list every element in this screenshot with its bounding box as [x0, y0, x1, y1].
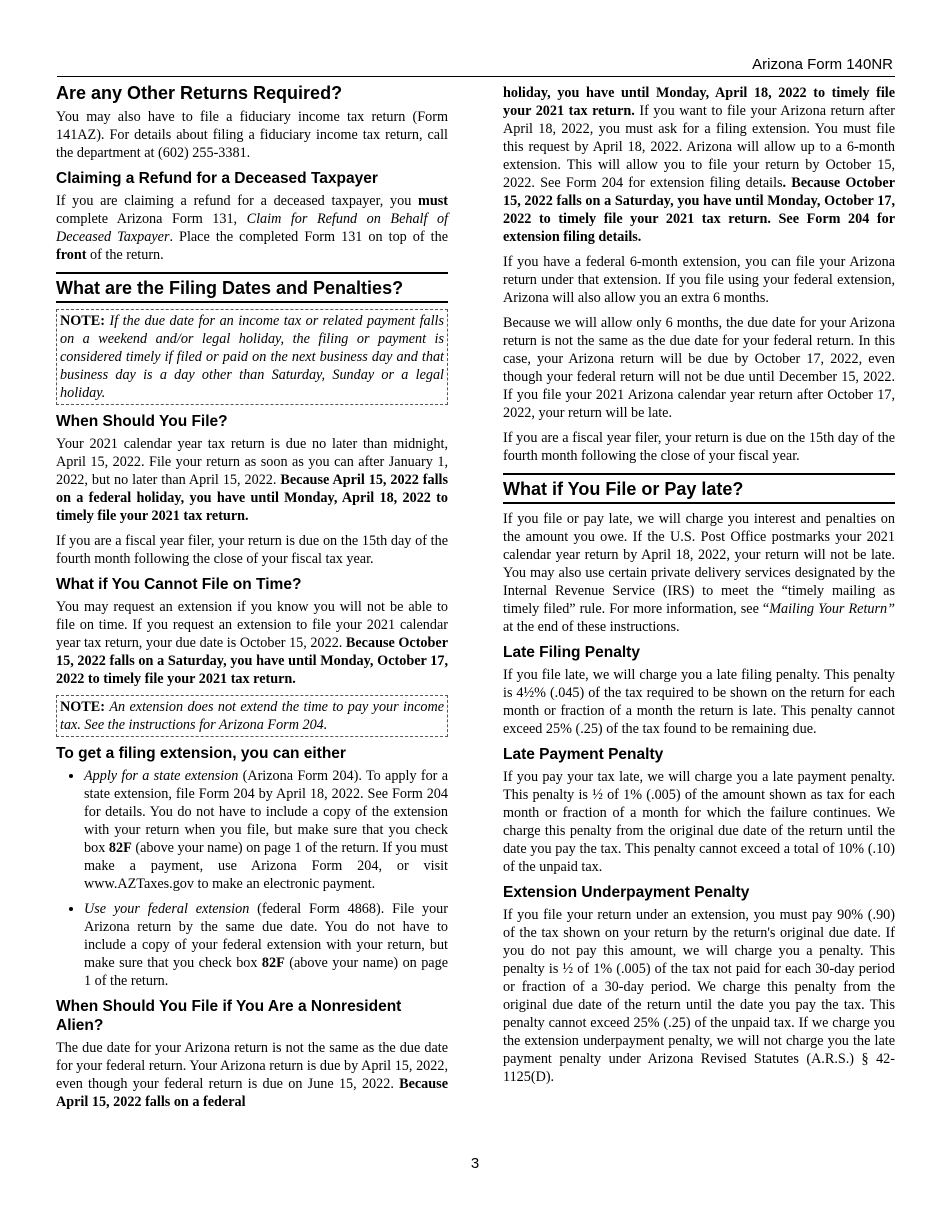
list-item: • Apply for a state extension (Arizona Form 204). To apply for a state extension, file Form 204 by April 18, 2022. See Form 204 for details. You do not have to include a copy of the extension with your return when you file, but make sure that you check box 82F (above your name) on page 1 of the return. If you must make a payment, use Arizona Form 204, or visit www.AZTaxes.gov to make an electronic payment. — [84, 767, 448, 893]
list-item: • Use your federal extension (federal Form 4868). File your Arizona return by the same due date. You do not have to include a copy of your federal extension with your return, but make sure that you check box 82F (above your name) on page 1 of the return. — [84, 900, 448, 990]
heading-other-returns: Are any Other Returns Required? — [56, 83, 343, 103]
extension-options-list — [56, 767, 448, 990]
heading-cannot-file: What if You Cannot File on Time? — [56, 576, 302, 593]
heading-late-payment: Late Payment Penalty — [503, 746, 664, 763]
fiscal-year-text: If you are a fiscal year filer, your return is due on the 15th day of the fourth month following the close of your fiscal year. — [503, 430, 895, 464]
six-months-text: Because we will allow only 6 months, the due date for your Arizona return is not the same as the due date for your federal return. In this case, your Arizona return will be due by October 17, 2022, even though your federal return will not be due until December 15, 2022. If you file your 2021 Arizona calendar year return after October 17, 2022, your return will be late. — [503, 315, 895, 421]
right-column — [503, 84, 895, 1093]
late-payment-text: If you pay your tax late, we will charge you a late payment penalty. This penalty is ½ of 1% (.005) of the amount shown as tax for each month or fraction of a month for which the failure continues. We charge this penalty from the original due date of the return until the date you pay the tax. This penalty cannot exceed a total of 10% (.10) of the unpaid tax. — [503, 769, 895, 875]
heading-late-filing: Late Filing Penalty — [503, 644, 640, 661]
heading-file-pay-late: What if You File or Pay late? — [503, 473, 895, 504]
heading-get-extension: To get a filing extension, you can either — [56, 745, 346, 762]
when-file-fiscal: If you are a fiscal year filer, your return is due on the 15th day of the fourth month following the close of your fiscal tax year. — [56, 533, 448, 567]
extension-note: NOTE: An extension does not extend the time to pay your income tax. See the instructions for Arizona Form 204. — [56, 695, 448, 737]
cannot-file-text: You may request an extension if you know you will not be able to file on time. If you request an extension to file your 2021 calendar year tax return, your due date is October 15, 2022. Because October 15, 2022 falls on a Saturday, you have until Monday, October 17, 2022 to timely file your 2021 tax return. — [56, 599, 448, 687]
filing-dates-note: NOTE: If the due date for an income tax or related payment falls on a weekend and/or legal holiday, the filing or payment is considered timely if filed or paid on the next business day and that business day is a day other than Saturday, Sunday or a legal holiday. — [56, 309, 448, 405]
late-filing-text: If you file late, we will charge you a late filing penalty. This penalty is 4½% (.045) of the tax required to be shown on the return for each month or fraction of a month the return is late. This penalty cannot exceed 25% (.25) of the tax found to be remaining due. — [503, 667, 895, 737]
heading-deceased-refund: Claiming a Refund for a Deceased Taxpayer — [56, 170, 378, 187]
left-column — [56, 82, 448, 1118]
extension-continued-text: holiday, you have until Monday, April 18, 2022 to timely file your 2021 tax return. If you want to file your Arizona return after April 18, 2022, you must ask for a filing extension. You must file this request by April 18, 2022. Arizona will allow up to a 6-month extension. This will allow you to file your return by October 15, 2022. See Form 204 for extension filing details. Because October 15, 2022 falls on a Saturday, you have until Monday, October 17, 2022 to timely file your 2021 tax return. See Form 204 for extension filing details. — [503, 85, 895, 245]
file-pay-late-text: If you file or pay late, we will charge you interest and penalties on the amount you owe. If the U.S. Post Office postmarks your 2021 calendar year return by April 18, 2022, your return will not be late. You may also use certain private delivery services designated by the Internal Revenue Service (IRS) to meet the “timely mailing as timely filed” rule. For more information, see “Mailing Your Return” at the end of these instructions. — [503, 511, 895, 635]
form-title: Arizona Form 140NR — [752, 56, 893, 73]
heading-filing-dates: What are the Filing Dates and Penalties? — [56, 272, 448, 303]
extension-underpayment-text: If you file your return under an extension, you must pay 90% (.90) of the tax shown on your return by the return's original due date. If you do not pay this amount, we will charge you a penalty. This penalty is ½ of 1% (.005) of the tax not paid for each 30-day period or fraction of a 30-day period. We charge this penalty from the original due date of the return until the date you pay the tax. This penalty cannot exceed 25% (.25) of the unpaid tax. If we charge you the extension underpayment penalty, we will not charge you the late payment penalty under Arizona Revised Statutes (A.R.S.) § 42-1125(D). — [503, 907, 895, 1085]
deceased-text: If you are claiming a refund for a deceased taxpayer, you must complete Arizona Form 131, Claim for Refund on Behalf of Deceased Taxpayer. Place the completed Form 131 on top of the front of the return. — [56, 193, 449, 263]
nonresident-text: The due date for your Arizona return is not the same as the due date for your federal return. Your Arizona return is due by April 15, 2022, even though your federal return is due on June 15, 2022. Because April 15, 2022 falls on a federal — [56, 1040, 448, 1110]
heading-when-file: When Should You File? — [56, 413, 228, 430]
page-number: 3 — [470, 1155, 480, 1172]
when-file-text: Your 2021 calendar year tax return is due no later than midnight, April 15, 2022. File your return as soon as you can after January 1, 2022, but no later than April 15, 2022. Because April 15, 2022 falls on a federal holiday, you have until Monday, April 18, 2022 to timely file your 2021 tax return. — [56, 436, 448, 524]
header-rule — [57, 76, 895, 77]
other-returns-text: You may also have to file a fiduciary income tax return (Form 141AZ). For details about filing a fiduciary income tax return, call the department at (602) 255-3381. — [56, 109, 448, 161]
federal-extension-text: If you have a federal 6-month extension, you can file your Arizona return under that extension. If you file using your federal extension, Arizona will also allow you an extra 6 months. — [503, 254, 895, 306]
heading-nonresident-alien: When Should You File if You Are a Nonresident Alien? — [56, 998, 402, 1034]
heading-extension-underpayment: Extension Underpayment Penalty — [503, 884, 750, 901]
